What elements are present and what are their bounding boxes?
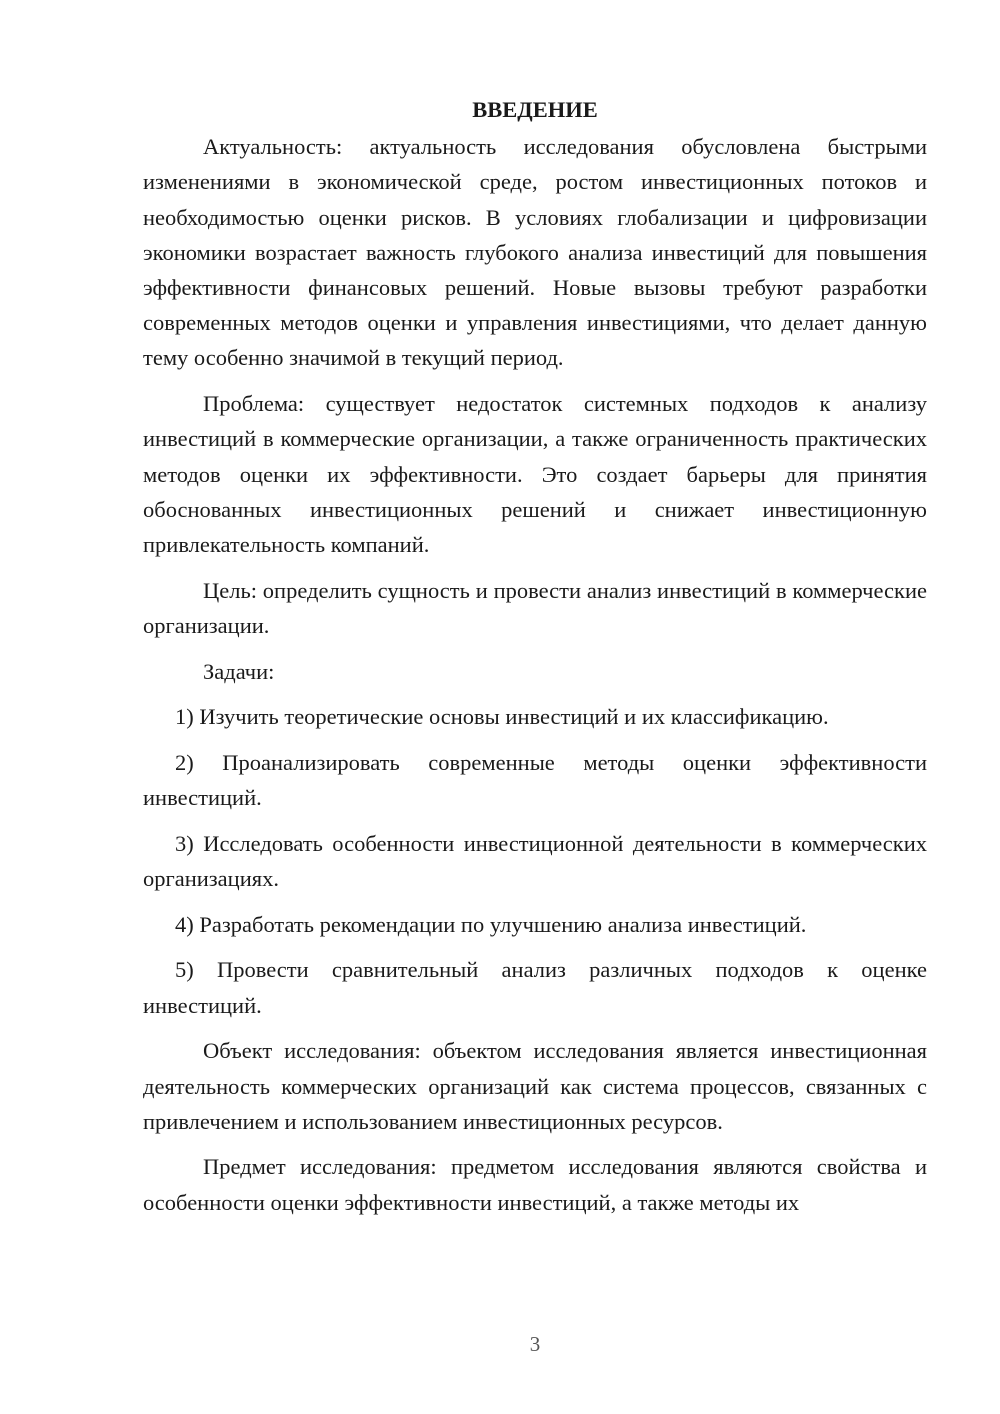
page-number: 3 (529, 1332, 541, 1356)
document-body (143, 92, 927, 1220)
paragraph-object: Объект исследования: объектом исследования является инвестиционная деятельность коммерческих организаций как система процессов, связанных с привлечением и использованием инвестиционных ресурсов. (143, 1038, 927, 1134)
page-title: ВВЕДЕНИЕ (472, 97, 598, 122)
paragraph-subject: Предмет исследования: предметом исследования являются свойства и особенности оценки эффективности инвестиций, а также методы их (143, 1154, 927, 1215)
paragraph-problem: Проблема: существует недостаток системных подходов к анализу инвестиций в коммерческие организации, а также ограниченность практических методов оценки их эффективности. Это создает барьеры для принятия обоснованных инвестиционных решений и снижает инвестиционную привлекательность компаний. (143, 391, 927, 557)
task-item-1: 1) Изучить теоретические основы инвестиций и их классификацию. (175, 704, 829, 730)
paragraph-goal: Цель: определить сущность и провести анализ инвестиций в коммерческие организации. (143, 577, 927, 638)
paragraph-tasks-heading: Задачи: (203, 658, 275, 684)
paragraph-relevance: Актуальность: актуальность исследования обусловлена быстрыми изменениями в экономической среде, ростом инвестиционных потоков и необходимостью оценки рисков. В условиях глобализации и цифровизации экономики возрастает важность глубокого анализа инвестиций для повышения эффективности финансовых решений. Новые вызовы требуют разработки современных методов оценки и управления инвестициями, что делает данную тему особенно значимой в текущий период. (143, 134, 927, 371)
task-item-4: 4) Разработать рекомендации по улучшению анализа инвестиций. (175, 911, 807, 937)
task-item-3: 3) Исследовать особенности инвестиционной деятельности в коммерческих организациях. (143, 830, 927, 892)
task-item-2: 2) Проанализировать современные методы оценки эффективности инвестиций. (143, 749, 927, 811)
task-item-5: 5) Провести сравнительный анализ различных подходов к оценке инвестиций. (143, 957, 927, 1018)
